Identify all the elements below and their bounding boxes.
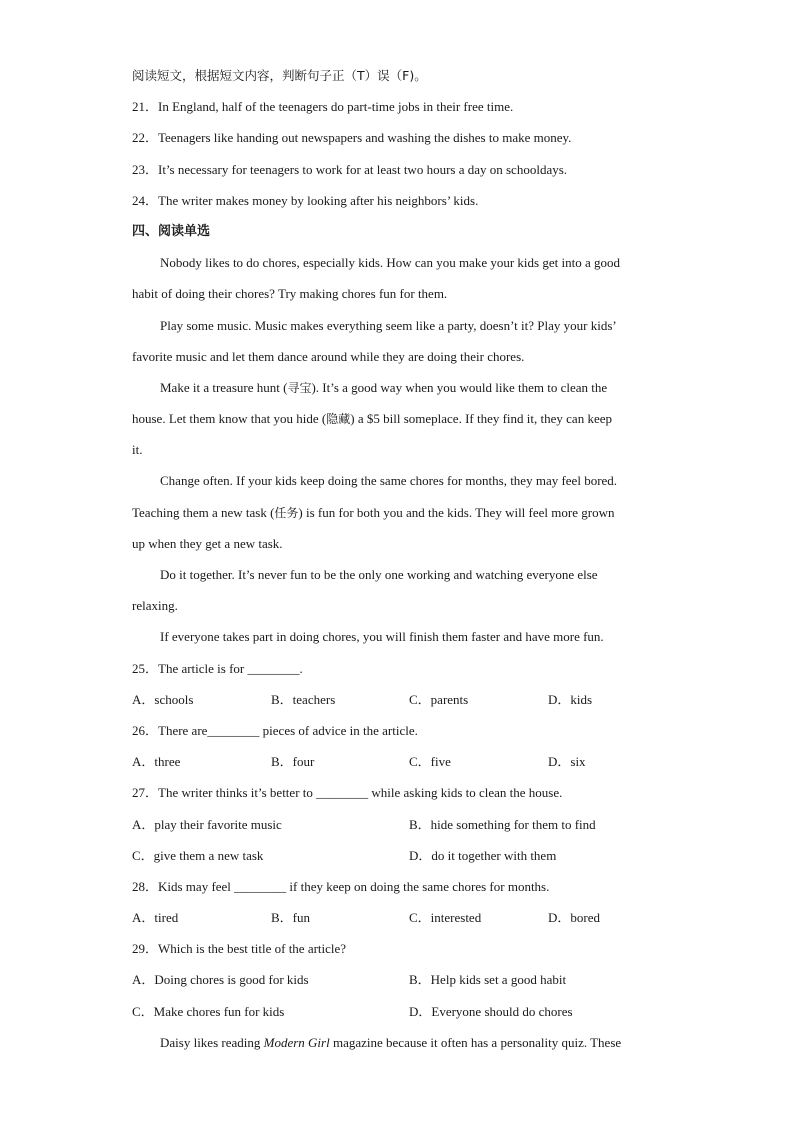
passage-p5-line2: relaxing. xyxy=(132,598,178,614)
question-26-stem: 26．There are________ pieces of advice in the article. xyxy=(132,722,418,738)
q29-option-b: B．Help kids set a good habit xyxy=(409,972,567,988)
q29-option-c: C．Make chores fun for kids xyxy=(132,1003,285,1019)
next-passage-text-a: Daisy likes reading xyxy=(160,1034,264,1050)
tf-item-23: 23．It’s necessary for teenagers to work for at least two hours a day on schooldays. xyxy=(132,161,568,177)
question-26-options xyxy=(132,746,662,777)
tf-instruction: 阅读短文，根据短文内容，判断句子正（T）误（F)。 xyxy=(132,68,427,83)
q29-option-a: A．Doing chores is good for kids xyxy=(132,972,309,988)
question-25-stem: 25．The article is for ________. xyxy=(132,660,303,676)
question-27-options-row1 xyxy=(132,809,662,840)
next-passage-text-b: magazine because it often has a personality quiz. These xyxy=(329,1034,622,1050)
q27-option-c: C．give them a new task xyxy=(132,847,264,863)
passage-p5-line1: Do it together. It’s never fun to be the only one working and watching everyone else xyxy=(160,567,598,582)
worksheet-page xyxy=(132,60,662,1058)
q25-option-d: D．kids xyxy=(548,691,593,707)
q25-option-c: C．parents xyxy=(409,691,469,707)
q25-option-a: A．schools xyxy=(132,691,194,707)
q25-option-b: B．teachers xyxy=(271,691,336,707)
q28-option-a: A．tired xyxy=(132,910,179,926)
question-25-options xyxy=(132,684,662,715)
passage-p1-line2: habit of doing their chores? Try making chores fun for them. xyxy=(132,286,448,302)
q27-option-a: A．play their favorite music xyxy=(132,816,282,832)
question-29-stem: 29．Which is the best title of the article? xyxy=(132,941,347,957)
q27-option-b: B．hide something for them to find xyxy=(409,816,596,832)
question-29-options-row1 xyxy=(132,964,662,995)
q29-option-d: D．Everyone should do chores xyxy=(409,1003,573,1019)
p3-text-a: Make it a treasure hunt ( xyxy=(160,379,288,395)
tf-item-24: 24．The writer makes money by looking after his neighbors’ kids. xyxy=(132,192,479,208)
p4-gloss-task: 任务 xyxy=(274,505,299,520)
passage-p3-line3: it. xyxy=(132,442,143,458)
q27-option-d: D．do it together with them xyxy=(409,847,557,863)
passage-p2-line2: favorite music and let them dance around while they are doing their chores. xyxy=(132,348,525,364)
q28-option-d: D．bored xyxy=(548,910,600,926)
p3-text-d: ) a $5 bill someplace. If they find it, they can keep xyxy=(350,411,612,427)
question-27-stem: 27．The writer thinks it’s better to ________ while asking kids to clean the house. xyxy=(132,785,563,801)
question-28-stem: 28．Kids may feel ________ if they keep on doing the same chores for months. xyxy=(132,878,550,894)
question-29-options-row2 xyxy=(132,996,662,1027)
q26-option-b: B．four xyxy=(271,754,315,770)
q28-option-c: C．interested xyxy=(409,910,482,926)
q28-option-b: B．fun xyxy=(271,910,311,926)
passage-p4-line3: up when they get a new task. xyxy=(132,535,283,551)
section-heading: 四、阅读单选 xyxy=(132,223,211,239)
q26-option-c: C．five xyxy=(409,754,451,770)
p4-text-b: Teaching them a new task ( xyxy=(132,504,275,520)
p3-gloss-treasure-hunt: 寻宝 xyxy=(287,380,312,395)
question-28-options xyxy=(132,902,662,933)
passage-p4-line1: Change often. If your kids keep doing the same chores for months, they may feel bored. xyxy=(160,473,618,489)
tf-item-21: 21．In England, half of the teenagers do part-time jobs in their free time. xyxy=(132,99,514,115)
q26-option-d: D．six xyxy=(548,754,586,770)
p3-text-b: ). It’s a good way when you would like them to clean the xyxy=(311,379,608,395)
next-passage-line1 xyxy=(132,1027,662,1058)
passage-p3-line2 xyxy=(132,403,662,434)
magazine-title: Modern Girl xyxy=(263,1034,330,1050)
passage-p2-line1: Play some music. Music makes everything seem like a party, doesn’t it? Play your kids’ xyxy=(160,317,617,333)
p3-gloss-hide: 隐藏 xyxy=(326,412,351,427)
passage-p6: If everyone takes part in doing chores, you will finish them faster and have more fun. xyxy=(160,629,604,645)
tf-item-22: 22．Teenagers like handing out newspapers and washing the dishes to make money. xyxy=(132,130,572,146)
p3-text-c: house. Let them know that you hide ( xyxy=(132,411,327,427)
passage-p3-line1 xyxy=(132,372,662,403)
q26-option-a: A．three xyxy=(132,754,181,770)
question-27-options-row2 xyxy=(132,840,662,871)
passage-p1-line1: Nobody likes to do chores, especially kids. How can you make your kids get into a good xyxy=(160,255,620,271)
p4-text-c: ) is fun for both you and the kids. They will feel more grown xyxy=(298,504,615,520)
passage-p4-line2 xyxy=(132,497,662,528)
